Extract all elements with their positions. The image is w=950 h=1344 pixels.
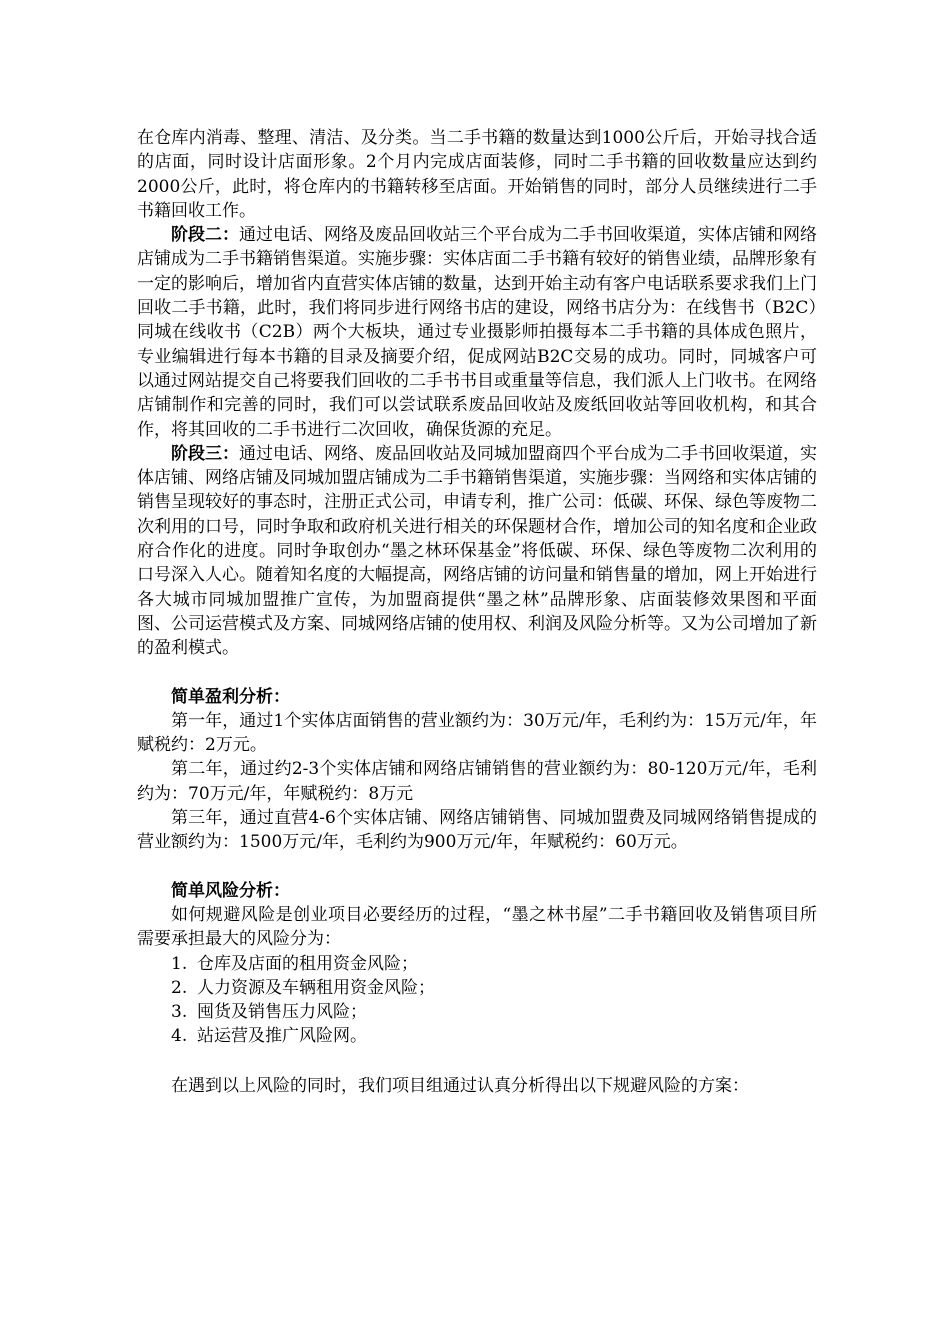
stage-two-paragraph <box>137 223 817 442</box>
profit-year-two: 第二年，通过约2-3个实体店铺和网络店铺销售的营业额约为：80-120万元/年，毛利约为：70万元/年，年赋税约：8万元 <box>137 759 817 804</box>
stage-two-text: 通过电话、网络及废品回收站三个平台成为二手书回收渠道，实体店铺和网络店铺成为二手书籍销售渠道。实施步骤：实体店面二手书籍有较好的销售业绩，品牌形象有一定的影响后，增加省内直营实体店铺的数量，达到开始主动有客户电话联系要求我们上门回收二手书籍，此时，我们将同步进行网络书店的建设，网络书店分为：在线售书（B2C）同城在线收书（C2B）两个大板块，通过专业摄影师拍摄每本二手书籍的具体成色照片，专业编辑进行每本书籍的目录及摘要介绍，促成网站B2C交易的成功。同时，同城客户可以通过网站提交自己将要我们回收的二手书书目或重量等信息，我们派人上门收书。在网络店铺制作和完善的同时，我们可以尝试联系废品回收站及废纸回收站等回收机构，和其合作，将其回收的二手书进行二次回收，确保货源的充足。 <box>137 225 817 440</box>
list-item-text: 仓库及店面的租用资金风险； <box>197 953 418 974</box>
spacer <box>137 661 817 685</box>
stage-three-paragraph <box>137 442 817 661</box>
list-item-text: 囤货及销售压力风险； <box>197 1002 367 1023</box>
document-body <box>137 126 817 1098</box>
stage-three-text: 通过电话、网络、废品回收站及同城加盟商四个平台成为二手书回收渠道，实体店铺、网络店铺及同城加盟店铺成为二手书籍销售渠道，实施步骤：当网络和实体店铺的销售呈现较好的事态时，注册正式公司，申请专利，推广公司：低碳、环保、绿色等废物二次利用的口号，同时争取和政府机关进行相关的环保题材合作，增加公司的知名度和企业政府合作化的进度。同时争取创办“墨之林环保基金”将低碳、环保、绿色等废物二次利用的口号深入人心。随着知名度的大幅提高，网络店铺的访问量和销售量的增加，网上开始进行各大城市同城加盟推广宣传，为加盟商提供“墨之林”品牌形象、店面装修效果图和平面图、公司运营模式及方案、同城网络店铺的使用权、利润及风险分析等。又为公司增加了新的盈利模式。 <box>137 443 817 659</box>
list-item-number: 1. <box>171 953 188 974</box>
list-item-text: 人力资源及车辆租用资金风险； <box>197 977 435 998</box>
list-item <box>171 976 817 1000</box>
list-item-number: 4. <box>171 1026 188 1047</box>
profit-year-three: 第三年，通过直营4-6个实体店铺、网络店铺销售、同城加盟费及同城网络销售提成的营业额约为：1500万元/年，毛利约为900万元/年，年赋税约：60万元。 <box>137 808 817 853</box>
risk-list <box>137 952 817 1049</box>
stage-three-label: 阶段三： <box>171 443 239 464</box>
list-item-number: 2. <box>171 977 188 998</box>
risk-closing: 在遇到以上风险的同时，我们项目组通过认真分析得出以下规避风险的方案： <box>171 1075 749 1096</box>
profit-heading: 简单盈利分析： <box>171 686 290 707</box>
risk-heading: 简单风险分析： <box>171 880 290 901</box>
spacer <box>137 855 817 879</box>
stage-two-label: 阶段二： <box>171 225 239 246</box>
profit-year-one: 第一年，通过1个实体店面销售的营业额约为：30万元/年，毛利约为：15万元/年，年赋税约：2万元。 <box>137 710 817 756</box>
risk-intro: 如何规避风险是创业项目必要经历的过程，“墨之林书屋”二手书籍回收及销售项目所需要承担最大的风险分为： <box>137 904 817 950</box>
list-item <box>171 1024 817 1048</box>
list-item-number: 3. <box>171 1002 188 1023</box>
continuation-paragraph: 在仓库内消毒、整理、清洁、及分类。当二手书籍的数量达到1000公斤后，开始寻找合适的店面，同时设计店面形象。2个月内完成店面装修，同时二手书籍的回收数量应达到约2000公斤，此时，将仓库内的书籍转移至店面。开始销售的同时，部分人员继续进行二手书籍回收工作。 <box>137 128 817 221</box>
list-item <box>171 1000 817 1024</box>
list-item-text: 站运营及推广风险网。 <box>197 1026 367 1047</box>
spacer <box>137 1049 817 1074</box>
list-item <box>171 952 817 976</box>
